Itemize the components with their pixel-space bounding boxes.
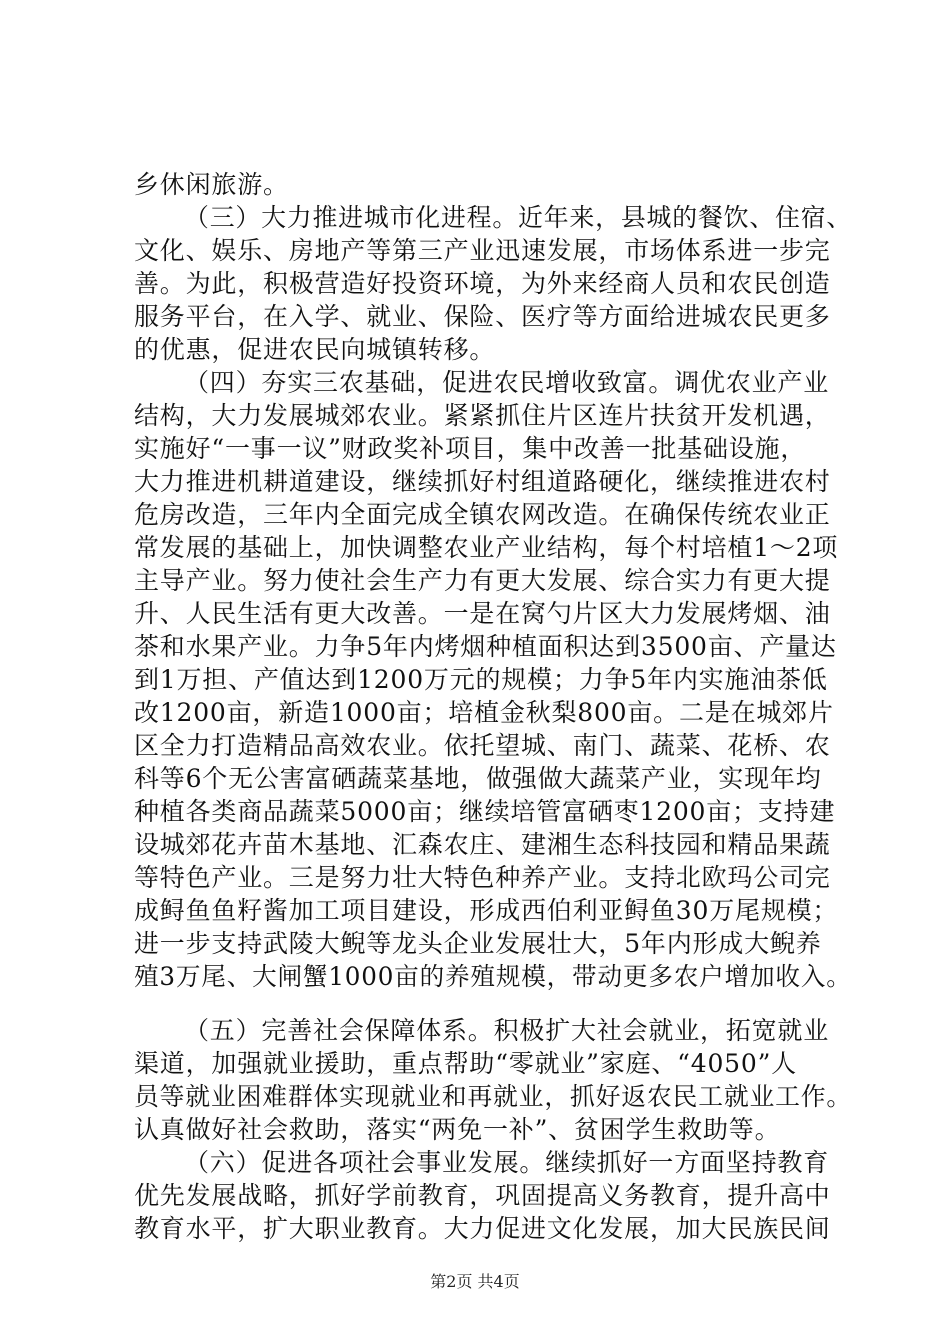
text-line: 善。为此，积极营造好投资环境，为外来经商人员和农民创造 [134,269,831,298]
text-line: 的优惠，促进农民向城镇转移。 [134,335,496,364]
text-line: 设城郊花卉苗木基地、汇森农庄、建湘生态科技园和精品果蔬 [134,830,831,859]
section-heading-line: （五）完善社会保障体系。积极扩大社会就业，拓宽就业 [184,1016,830,1045]
text-line: 文化、娱乐、房地产等第三产业迅速发展，市场体系进一步完 [134,236,831,265]
text-line: 茶和水果产业。力争5年内烤烟种植面积达到3500亩、产量达 [134,632,837,661]
text-line: 乡休闲旅游。 [134,170,289,199]
page-number-footer: 第2页 共4页 [430,1272,520,1291]
text-line: 实施好“一事一议”财政奖补项目，集中改善一批基础设施， [134,434,807,463]
text-line: 渠道，加强就业援助，重点帮助“零就业”家庭、“4050”人 [134,1049,797,1078]
text-line: 危房改造，三年内全面完成全镇农网改造。在确保传统农业正 [134,500,831,529]
text-line: 教育水平，扩大职业教育。大力促进文化发展，加大民族民间 [134,1214,831,1243]
text-line: 认真做好社会救助，落实“两免一补”、贫困学生救助等。 [134,1115,781,1144]
section-heading-line: （六）促进各项社会事业发展。继续抓好一方面坚持教育 [184,1148,830,1177]
text-line: 结构，大力发展城郊农业。紧紧抓住片区连片扶贫开发机遇， [134,401,831,430]
text-line: 优先发展战略，抓好学前教育，巩固提高义务教育，提升高中 [134,1181,831,1210]
text-line: 种植各类商品蔬菜5000亩；继续培管富硒枣1200亩；支持建 [134,797,836,826]
section-heading-line: （四）夯实三农基础，促进农民增收致富。调优农业产业 [184,368,830,397]
text-line: 殖3万尾、大闸蟹1000亩的养殖规模，带动更多农户增加收入。 [134,962,852,991]
text-line: 主导产业。努力使社会生产力有更大发展、综合实力有更大提 [134,566,831,595]
text-line: 科等6个无公害富硒蔬菜基地，做强做大蔬菜产业，实现年均 [134,764,822,793]
text-line: 等特色产业。三是努力壮大特色种养产业。支持北欧玛公司完 [134,863,831,892]
text-line: 常发展的基础上，加快调整农业产业结构，每个村培植1～2项 [134,533,839,562]
text-line: 大力推进机耕道建设，继续抓好村组道路硬化，继续推进农村 [134,467,831,496]
text-line: 进一步支持武陵大鲵等龙头企业发展壮大，5年内形成大鲵养 [134,929,822,958]
text-line: 区全力打造精品高效农业。依托望城、南门、蔬菜、花桥、农 [134,731,831,760]
text-line: 成鲟鱼鱼籽酱加工项目建设，形成西伯利亚鲟鱼30万尾规模； [134,896,839,925]
text-line: 改1200亩，新造1000亩；培植金秋梨800亩。二是在城郊片 [134,698,834,727]
section-heading-line: （三）大力推进城市化进程。近年来，县城的餐饮、住宿、 [184,203,853,232]
text-line: 到1万担、产值达到1200万元的规模；力争5年内实施油茶低 [134,665,828,694]
text-line: 员等就业困难群体实现就业和再就业，抓好返农民工就业工作。 [134,1082,853,1111]
text-line: 升、人民生活有更大改善。一是在窝勺片区大力发展烤烟、油 [134,599,831,628]
text-line: 服务平台，在入学、就业、保险、医疗等方面给进城农民更多 [134,302,831,331]
